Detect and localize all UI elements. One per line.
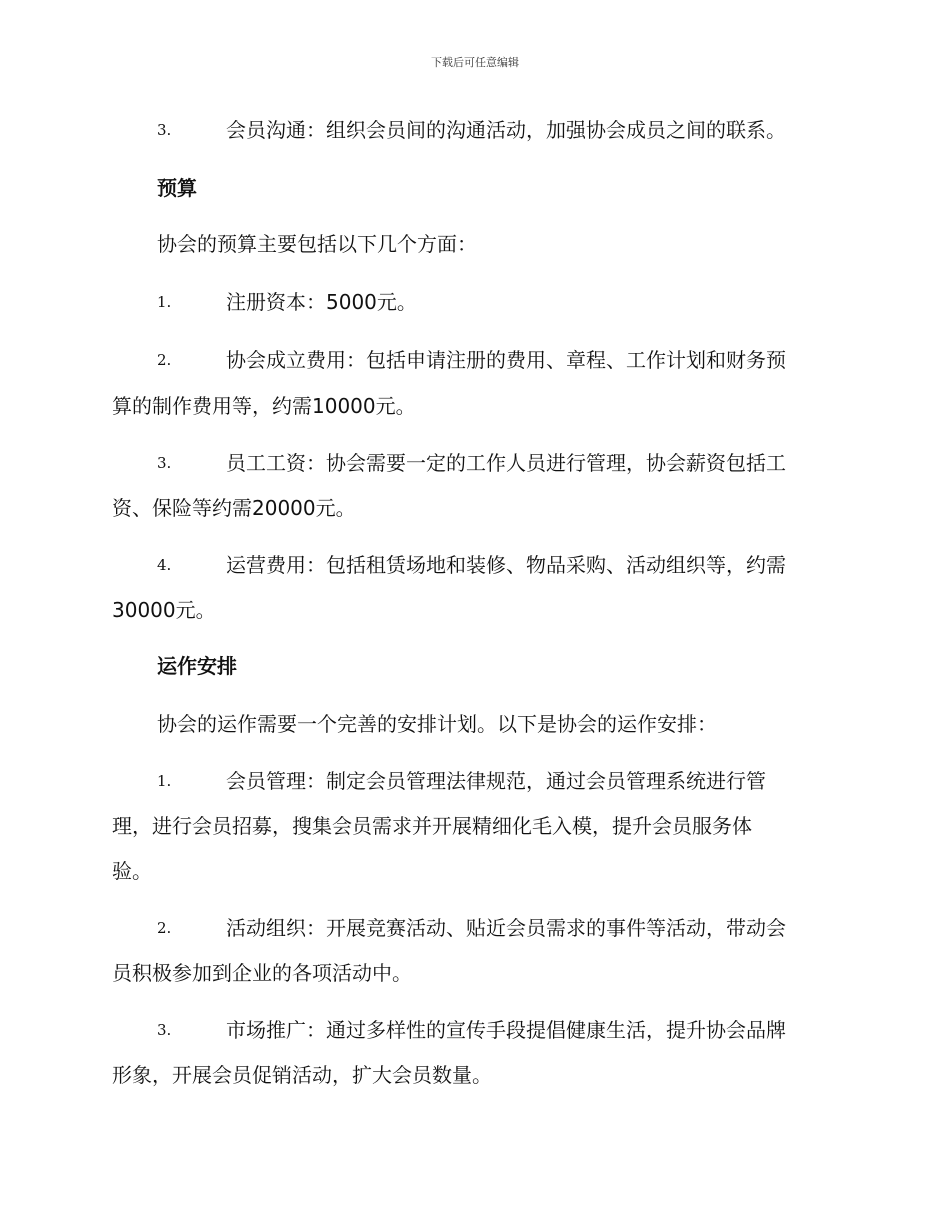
list-number: 1. [157,293,172,311]
list-text: 资、保险等约需20000元。 [112,496,356,520]
budget-intro: 协会的预算主要包括以下几个方面： [157,232,477,256]
list-text: 验。 [112,859,152,883]
list-text: 市场推广：通过多样性的宣传手段提倡健康生活，提升协会品牌 [226,1018,786,1042]
list-text: 注册资本：5000元。 [226,290,417,314]
list-number: 2. [157,351,172,369]
list-number: 1. [157,772,172,790]
list-text: 员工工资：协会需要一定的工作人员进行管理，协会薪资包括工 [226,451,786,475]
list-number: 3. [157,1021,172,1039]
budget-heading: 预算 [157,176,197,200]
list-text: 运营费用：包括租赁场地和装修、物品采购、活动组织等，约需 [226,553,786,577]
list-number: 3. [157,121,172,139]
page-header: 下载后可任意编辑 [431,56,519,69]
list-number: 2. [157,919,172,937]
list-text: 理，进行会员招募，搜集会员需求并开展精细化毛入模，提升会员服务体 [112,814,752,838]
list-text: 30000元。 [112,598,216,622]
list-text: 形象，开展会员促销活动，扩大会员数量。 [112,1063,492,1087]
ops-heading: 运作安排 [157,654,237,678]
list-text: 会员沟通：组织会员间的沟通活动，加强协会成员之间的联系。 [226,118,786,142]
list-text: 会员管理：制定会员管理法律规范，通过会员管理系统进行管 [226,769,766,793]
list-text: 协会成立费用：包括申请注册的费用、章程、工作计划和财务预 [226,348,786,372]
ops-intro: 协会的运作需要一个完善的安排计划。以下是协会的运作安排： [157,712,717,736]
list-text: 活动组织：开展竞赛活动、贴近会员需求的事件等活动，带动会 [226,916,786,940]
list-text: 算的制作费用等，约需10000元。 [112,394,416,418]
list-text: 员积极参加到企业的各项活动中。 [112,961,412,985]
list-number: 4. [157,556,172,574]
list-number: 3. [157,454,172,472]
